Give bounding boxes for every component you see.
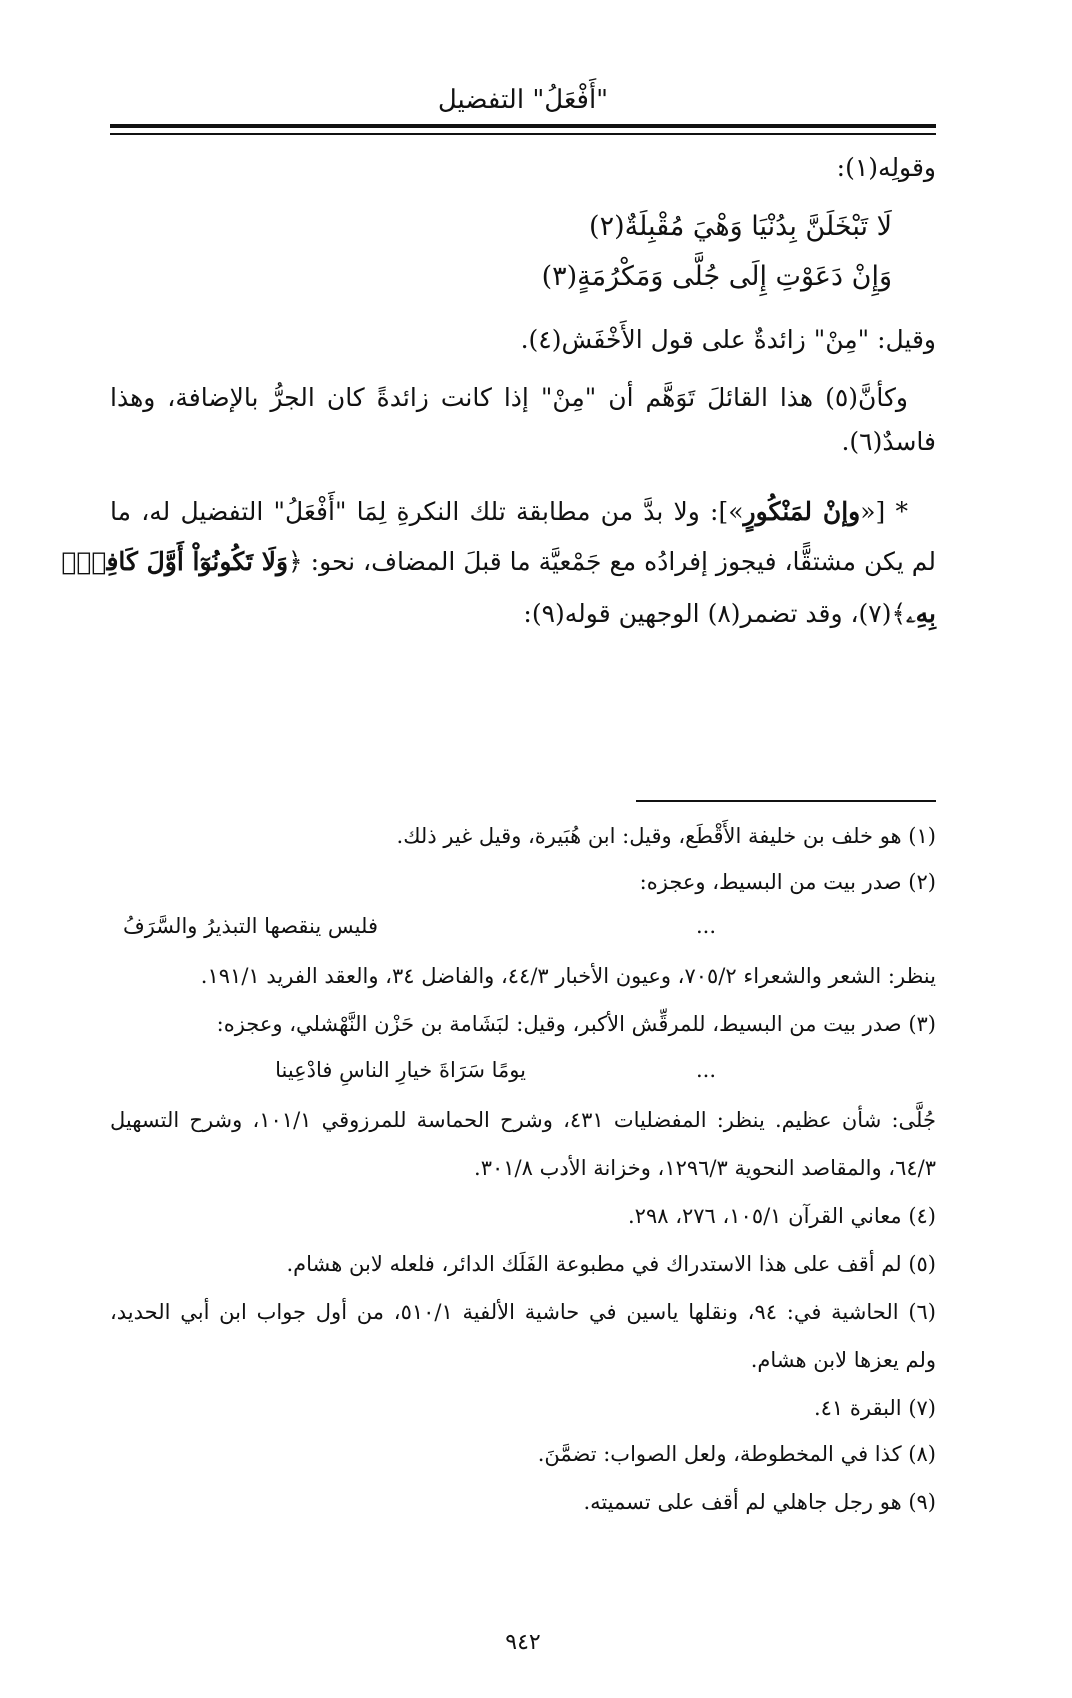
footnote-3-verse: يومًا سَرَاةَ خيارِ الناسِ فادْعِينا [275, 1058, 526, 1082]
paragraph-2-star: * [« [860, 497, 908, 526]
footnote-8: (٨) كذا في المخطوطة، ولعل الصواب: تضمَّنَ. [537, 1442, 936, 1466]
header-rule-thick [110, 124, 936, 128]
paragraph-2-line-3-text: ﴾(٧)، وقد تضمر(٨) الوجهين قوله(٩): [523, 599, 907, 628]
header-rule-thin [110, 133, 936, 135]
footnote-3: (٣) صدر بيت من البسيط، للمرقِّش الأكبر، وقيل: لبَشَامة بن حَزْن النَّهْشلي، وعجزه: [216, 1012, 936, 1036]
intro-line: وقولِه(١): [836, 153, 936, 182]
quoted-phrase: وإنْ لمَنْكُورٍ [743, 497, 861, 526]
verse-line-1: لَا تَبْخَلَنَّ بِدُنْيَا وَهْيَ مُقْبِلَةٌ(٢) [589, 211, 892, 242]
paragraph-2-text: »]: ولا بدَّ من مطابقة تلك النكرةِ لِمَا "أَفْعَلُ" التفضيل له، ما [110, 497, 744, 526]
quran-quote-end: بِهِۦ [906, 599, 936, 628]
footnote-3-ellipsis: ... [695, 1058, 716, 1082]
footnote-6-line-1: (٦) الحاشية في: ٩٤، ونقلها ياسين في حاشية الألفية ٥١٠/١، من أول جواب ابن أبي الحديد، [110, 1300, 936, 1324]
footnote-separator [636, 800, 936, 802]
paragraph-2-line-3 [110, 592, 936, 636]
footnote-2-references: ينظر: الشعر والشعراء ٧٠٥/٢، وعيون الأخبار ٤٤/٣، والفاضل ٣٤، والعقد الفريد ١٩١/١. [200, 964, 936, 988]
footnote-6-line-2: ولم يعزها لابن هشام. [750, 1348, 936, 1372]
footnote-2-verse: فليس ينقصها التبذيرُ والسَّرَفُ [122, 914, 378, 938]
paragraph-2-line-2-text: لم يكن مشتقًّا، فيجوز إفرادُه مع جَمْعيَّة ما قبلَ المضاف، نحو: ﴿ [288, 547, 936, 576]
paragraph-2-line-2 [61, 540, 936, 584]
paragraph-1-line-1 [110, 376, 936, 420]
footnote-5: (٥) لم أقف على هذا الاستدراك في مطبوعة الفَلَك الدائر، فلعله لابن هشام. [286, 1252, 936, 1276]
page-number: ٩٤٢ [505, 1630, 541, 1655]
quran-quote: وَلَا تَكُونُوٓاْ أَوَّلَ كَافِرِۭ [61, 547, 289, 576]
paragraph-2-line-1 [110, 490, 936, 534]
verse-line-2: وَإِنْ دَعَوْتِ إِلَى جُلَّى وَمَكْرُمَةٍ(٣) [541, 261, 892, 292]
footnote-2: (٢) صدر بيت من البسيط، وعجزه: [639, 870, 936, 894]
footnote-1: (١) هو خلف بن خليفة الأَقْطَع، وقيل: ابن هُبَيرة، وقيل غير ذلك. [396, 824, 936, 848]
footnote-3-references-line-1: جُلَّى: شأن عظيم. ينظر: المفضليات ٤٣١، وشرح الحماسة للمرزوقي ١٠١/١، وشرح التسهيل [110, 1108, 936, 1132]
book-page [61, 0, 936, 1698]
paragraph-1-line-2: فاسدٌ(٦). [841, 427, 936, 456]
footnote-4: (٤) معاني القرآن ١٠٥/١، ٢٧٦، ٢٩٨. [627, 1204, 936, 1228]
paragraph-1-text: وكأنَّ(٥) هذا القائلَ تَوَهَّم أن "مِنْ" إذا كانت زائدةً كان الجرُّ بالإضافة، وهذا [110, 383, 908, 412]
running-head: "أَفْعَلُ" التفضيل [437, 85, 609, 115]
footnote-2-ellipsis: ... [695, 914, 716, 938]
qil-line: وقيل: "مِنْ" زائدةٌ على قول الأَخْفَش(٤). [520, 325, 936, 354]
footnote-9: (٩) هو رجل جاهلي لم أقف على تسميته. [583, 1490, 936, 1514]
footnote-3-references-line-2: ٦٤/٣، والمقاصد النحوية ١٢٩٦/٣، وخزانة الأدب ٣٠١/٨. [474, 1156, 936, 1180]
footnote-7: (٧) البقرة ٤١. [813, 1396, 936, 1420]
